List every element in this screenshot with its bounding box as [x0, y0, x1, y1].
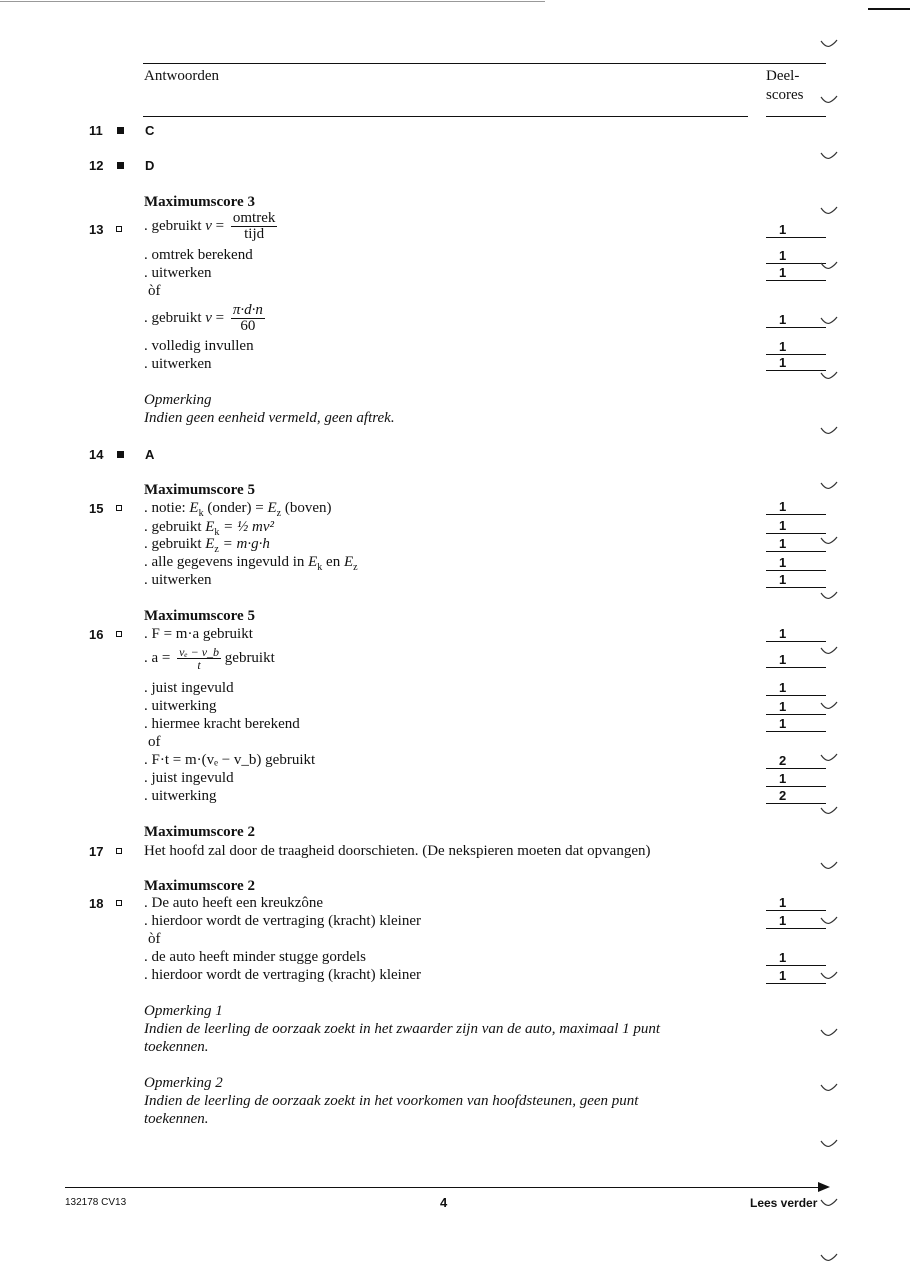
score-value: 1 [766, 355, 826, 371]
score-value: 2 [766, 788, 826, 804]
page-number: 4 [440, 1195, 448, 1210]
open-question-marker [116, 226, 122, 232]
score-value: 1 [766, 680, 826, 696]
top-edge-line [0, 1, 545, 2]
q18-line-2: . hierdoor wordt de vertraging (kracht) kleiner [144, 913, 421, 929]
score-value: 1 [766, 536, 826, 552]
q18-or: òf [148, 931, 161, 947]
q16-line-2: . a = $\frac{\text{vₑ − v\_b}}{t}$ gebruikt [144, 645, 275, 672]
score-value: 1 [766, 913, 826, 929]
question-number-11: 11 [89, 123, 103, 138]
footer-rule [65, 1187, 823, 1188]
q15-line-4: . alle gegevens ingevuld in $E_k$ en $E_z$ [144, 554, 358, 573]
q18-remark-2-text-2: toekennen. [144, 1111, 209, 1127]
footer-code: 132178 CV13 [65, 1197, 127, 1208]
open-question-marker [116, 505, 122, 511]
score-value: 1 [766, 572, 826, 588]
answers-heading: Antwoorden [144, 68, 219, 84]
score-value: 1 [766, 312, 826, 328]
check-mark-icon [820, 1136, 838, 1146]
q13-line-5: . volledig invullen [144, 338, 254, 354]
arrow-right-icon [818, 1182, 832, 1192]
score-value: 1 [766, 771, 826, 787]
q13-line-4: . gebruikt v = $\frac{\pi\cdot d\cdot n}{60}$ [144, 302, 263, 334]
score-value: 2 [766, 753, 826, 769]
q15-line-2: . gebruikt $E_k$ = ½ mv² [144, 519, 275, 538]
score-value: 1 [766, 652, 826, 668]
q18-line-3: . de auto heeft minder stugge gordels [144, 949, 367, 965]
score-value: 1 [766, 626, 826, 642]
score-value: 1 [766, 950, 826, 966]
header-top-rule [143, 63, 826, 64]
check-mark-icon [820, 258, 838, 268]
open-question-marker [116, 900, 122, 906]
q16-line-5: . hiermee kracht berekend [144, 716, 300, 732]
score-value: 1 [766, 265, 826, 281]
q13-or: òf [148, 283, 161, 299]
open-question-marker [116, 848, 122, 854]
check-mark-icon [820, 588, 838, 598]
question-number-16: 16 [89, 627, 104, 642]
max-score-16: Maximumscore 5 [144, 608, 255, 624]
header-bottom-rule [143, 116, 748, 117]
check-mark-icon [820, 533, 838, 543]
check-mark-icon [820, 750, 838, 760]
q16-line-3: . juist ingevuld [144, 680, 234, 696]
question-number-17: 17 [89, 844, 104, 859]
q16-line-6: . F·t = m·(vₑ − v_b) gebruikt [144, 752, 316, 768]
q18-line-4: . hierdoor wordt de vertraging (kracht) kleiner [144, 967, 421, 983]
q13-line-2: . omtrek berekend [144, 247, 253, 263]
max-score-18: Maximumscore 2 [144, 878, 255, 894]
q16-or: of [148, 734, 161, 750]
q13-remark-text: Indien geen eenheid vermeld, geen aftrek. [144, 410, 395, 426]
score-value: 1 [766, 518, 826, 534]
multiple-choice-marker [117, 451, 124, 458]
q13-line-1: . gebruikt v = $\frac{\text{omtrek}}{\text{tijd}}$ [144, 210, 276, 242]
q18-remark-1-text-2: toekennen. [144, 1039, 209, 1055]
check-mark-icon [820, 1195, 838, 1205]
check-mark-icon [820, 423, 838, 433]
question-number-12: 12 [89, 158, 104, 173]
multiple-choice-marker [117, 162, 124, 169]
q16-line-8: . uitwerking [144, 788, 217, 804]
check-mark-icon [820, 36, 838, 46]
score-value: 1 [766, 895, 826, 911]
score-value: 1 [766, 555, 826, 571]
q13-line-3: . uitwerken [144, 265, 212, 281]
open-question-marker [116, 631, 122, 637]
q16-line-7: . juist ingevuld [144, 770, 234, 786]
q13-line-6: . uitwerken [144, 356, 212, 372]
q18-remark-2-text-1: Indien de leerling de oorzaak zoekt in het voorkomen van hoofdsteunen, geen punt [144, 1093, 639, 1109]
q16-line-1: . F = m·a gebruikt [144, 626, 253, 642]
q18-remark-1-text-1: Indien de leerling de oorzaak zoekt in het zwaarder zijn van de auto, maximaal 1 punt [144, 1021, 661, 1037]
score-value: 1 [766, 499, 826, 515]
score-value: 1 [766, 699, 826, 715]
score-value: 1 [766, 222, 826, 238]
top-right-edge-mark [868, 8, 910, 10]
check-mark-icon [820, 92, 838, 102]
score-value: 1 [766, 339, 826, 355]
check-mark-icon [820, 148, 838, 158]
q17-answer: Het hoofd zal door de traagheid doorschieten. (De nekspieren moeten dat opvangen) [144, 843, 651, 859]
q13-remark-title: Opmerking [144, 392, 212, 408]
q15-line-1: . notie: $E_k$ (onder) = $E_z$ (boven) [144, 500, 332, 519]
max-score-13: Maximumscore 3 [144, 194, 255, 210]
q18-line-1: . De auto heeft een kreukzône [144, 895, 324, 911]
scores-header-rule [766, 116, 826, 117]
scores-heading-1: Deel- [766, 68, 800, 84]
check-mark-icon [820, 1025, 838, 1035]
question-number-13: 13 [89, 222, 104, 237]
answer-11: C [145, 123, 155, 138]
check-mark-icon [820, 698, 838, 708]
check-mark-icon [820, 858, 838, 868]
question-number-18: 18 [89, 896, 104, 911]
check-mark-icon [820, 1080, 838, 1090]
question-number-15: 15 [89, 501, 104, 516]
score-value: 1 [766, 716, 826, 732]
question-number-14: 14 [89, 447, 104, 462]
max-score-15: Maximumscore 5 [144, 482, 255, 498]
answer-12: D [145, 158, 155, 173]
answer-14: A [145, 447, 155, 462]
check-mark-icon [820, 368, 838, 378]
score-value: 1 [766, 248, 826, 264]
check-mark-icon [820, 313, 838, 323]
check-mark-icon [820, 203, 838, 213]
score-value: 1 [766, 968, 826, 984]
check-mark-icon [820, 1250, 838, 1260]
next-page-label: Lees verder [750, 1196, 818, 1210]
check-mark-icon [820, 968, 838, 978]
q18-remark-1-title: Opmerking 1 [144, 1003, 223, 1019]
scores-heading-2: scores [766, 87, 804, 103]
q15-line-5: . uitwerken [144, 572, 212, 588]
q15-line-3: . gebruikt $E_z = m\cdot g\cdot h$ [144, 536, 270, 555]
multiple-choice-marker [117, 127, 124, 134]
check-mark-icon [820, 913, 838, 923]
check-mark-icon [820, 478, 838, 488]
max-score-17: Maximumscore 2 [144, 824, 255, 840]
check-mark-icon [820, 803, 838, 813]
q16-line-4: . uitwerking [144, 698, 217, 714]
check-mark-icon [820, 643, 838, 653]
q18-remark-2-title: Opmerking 2 [144, 1075, 223, 1091]
